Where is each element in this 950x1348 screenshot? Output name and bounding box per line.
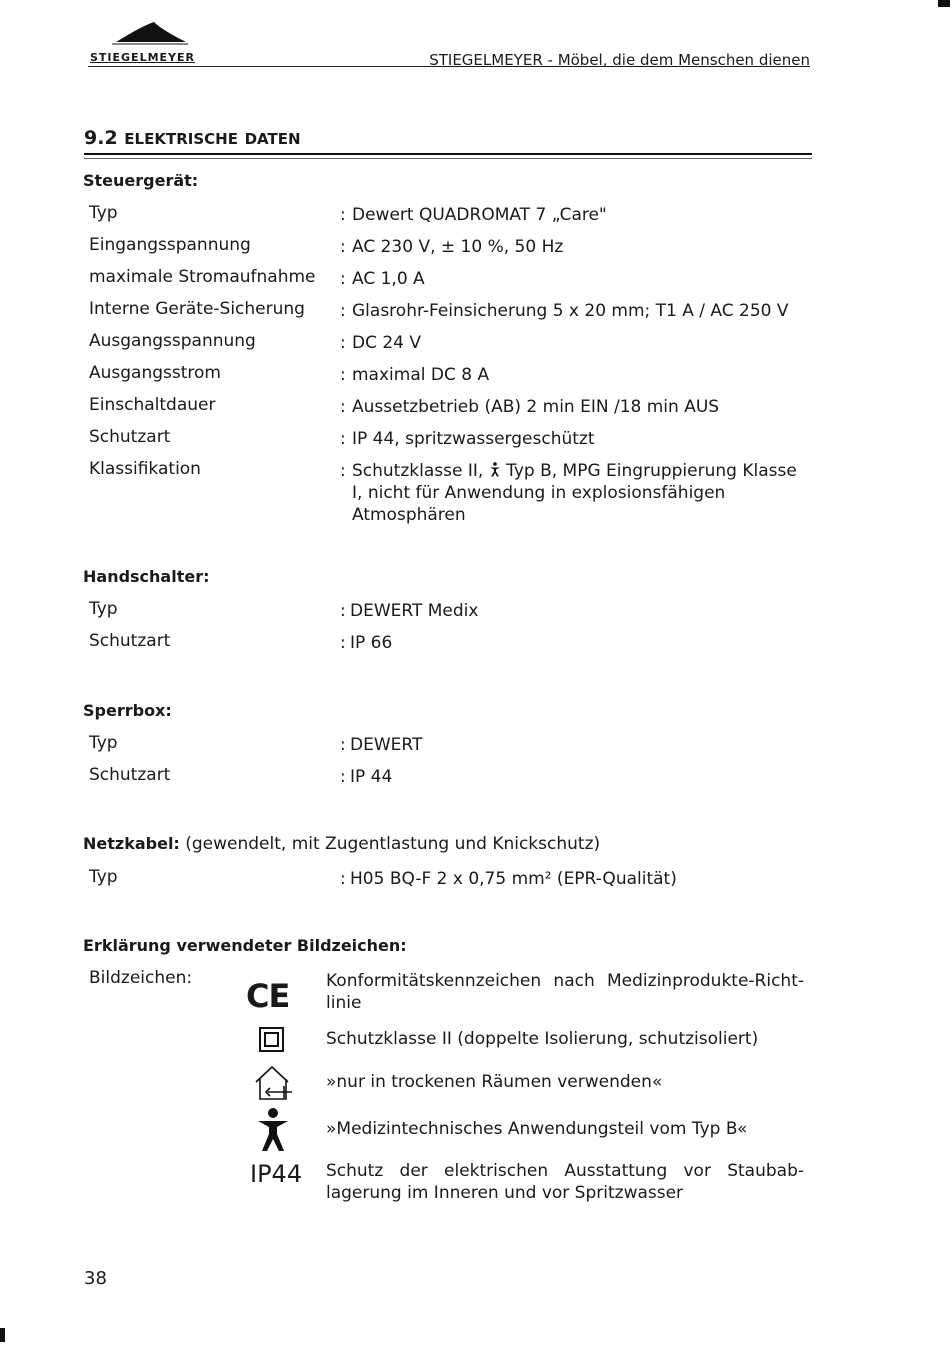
- spec-label: Typ: [89, 599, 118, 619]
- spec-label: Schutzart: [89, 631, 171, 651]
- spec-label: Typ: [89, 867, 118, 887]
- spec-value: AC 230 V, ± 10 %, 50 Hz: [352, 237, 564, 257]
- spec-label: Klassifikation: [89, 459, 201, 479]
- spec-label: Schutzart: [89, 427, 171, 447]
- symbols-label: Bildzeichen:: [89, 968, 193, 988]
- colon: :: [340, 333, 346, 353]
- spec-value: DEWERT: [350, 735, 423, 755]
- spec-label: Interne Geräte-Sicherung: [89, 299, 305, 319]
- spec-label: maximale Stromaufnahme: [89, 267, 316, 287]
- colon: :: [340, 767, 346, 787]
- indoor-use-only-icon: [254, 1064, 294, 1102]
- section-title: [84, 127, 301, 149]
- colon: :: [340, 301, 346, 321]
- running-title: STIEGELMEYER - Möbel, die dem Menschen dienen: [429, 51, 810, 69]
- scan-edge-mark: [938, 0, 950, 7]
- spec-value: IP 66: [350, 633, 393, 653]
- spec-value: Glasrohr-Feinsicherung 5 x 20 mm; T1 A / AC 250 V: [352, 301, 789, 321]
- colon: :: [340, 269, 346, 289]
- netzkabel-note: (gewendelt, mit Zugentlastung und Knickschutz): [185, 834, 601, 854]
- spec-label: Typ: [89, 203, 118, 223]
- colon: :: [340, 601, 346, 621]
- ip44-icon: IP44: [250, 1160, 303, 1188]
- spec-value-classification: [352, 460, 812, 526]
- scan-edge-mark: [0, 1328, 5, 1342]
- spec-label: Schutzart: [89, 765, 171, 785]
- spec-value: maximal DC 8 A: [352, 365, 490, 385]
- spec-value-part: Schutzklasse II,: [352, 461, 484, 481]
- group-heading-symbols: Erklärung verwendeter Bildzeichen:: [83, 936, 407, 955]
- spec-label: Ausgangsstrom: [89, 363, 221, 383]
- colon: :: [340, 869, 346, 889]
- colon: :: [340, 735, 346, 755]
- type-b-applied-part-icon: [489, 462, 501, 477]
- spec-value: IP 44: [350, 767, 393, 787]
- spec-label: Eingangsspannung: [89, 235, 251, 255]
- type-b-applied-part-icon: [256, 1107, 290, 1153]
- spec-value: DC 24 V: [352, 333, 422, 353]
- section-rule: [84, 153, 812, 155]
- spec-label: Typ: [89, 733, 118, 753]
- symbol-description: Schutz der elektrischen Ausstattung vor Staubab-lagerung im Inneren und vor Spritzwasser: [326, 1161, 804, 1203]
- logo-text: STIEGELMEYER: [90, 51, 195, 64]
- group-heading-steuergeraet: Steuergerät:: [83, 171, 199, 190]
- spec-label: Einschaltdauer: [89, 395, 216, 415]
- section-number: 9.2: [84, 127, 118, 149]
- spec-value: AC 1,0 A: [352, 269, 425, 289]
- group-heading-handschalter: Handschalter:: [83, 567, 210, 586]
- spec-value: Aussetzbetrieb (AB) 2 min EIN /18 min AUS: [352, 397, 720, 417]
- symbol-description: »Medizintechnisches Anwendungsteil vom Typ B«: [326, 1119, 748, 1139]
- group-heading-sperrbox: Sperrbox:: [83, 701, 172, 720]
- colon: :: [340, 237, 346, 257]
- colon: :: [340, 365, 346, 385]
- colon: :: [340, 461, 346, 481]
- symbol-description: »nur in trockenen Räumen verwenden«: [326, 1072, 663, 1092]
- colon: :: [340, 429, 346, 449]
- spec-value: H05 BQ-F 2 x 0,75 mm² (EPR-Qualität): [350, 869, 677, 889]
- ce-mark-icon: CE: [246, 977, 290, 1015]
- netzkabel-line: [83, 834, 600, 854]
- section-rule: [84, 158, 812, 159]
- colon: :: [340, 397, 346, 417]
- spec-value: IP 44, spritzwassergeschützt: [352, 429, 595, 449]
- group-heading-netzkabel: Netzkabel:: [83, 834, 180, 853]
- section-title-word: DATEN: [244, 130, 301, 148]
- page-number: 38: [84, 1268, 107, 1289]
- symbol-description: Konformitätskennzeichen nach Medizinprodukte-Richt-linie: [326, 971, 804, 1013]
- stiegelmeyer-logo-icon: [110, 20, 190, 46]
- spec-label: Ausgangsspannung: [89, 331, 256, 351]
- colon: :: [340, 205, 346, 225]
- protection-class-ii-icon: [259, 1027, 284, 1052]
- spec-value: DEWERT Medix: [350, 601, 479, 621]
- section-title-word: ELEKTRISCHE: [124, 130, 238, 148]
- symbol-description: Schutzklasse II (doppelte Isolierung, schutzisoliert): [326, 1029, 759, 1049]
- spec-value-part: Typ B, MPG Eingruppierung Klasse I, nicht für Anwendung in explosionsfähigen Atmosphären: [352, 461, 797, 525]
- colon: :: [340, 633, 346, 653]
- spec-value: Dewert QUADROMAT 7 „Care": [352, 205, 607, 225]
